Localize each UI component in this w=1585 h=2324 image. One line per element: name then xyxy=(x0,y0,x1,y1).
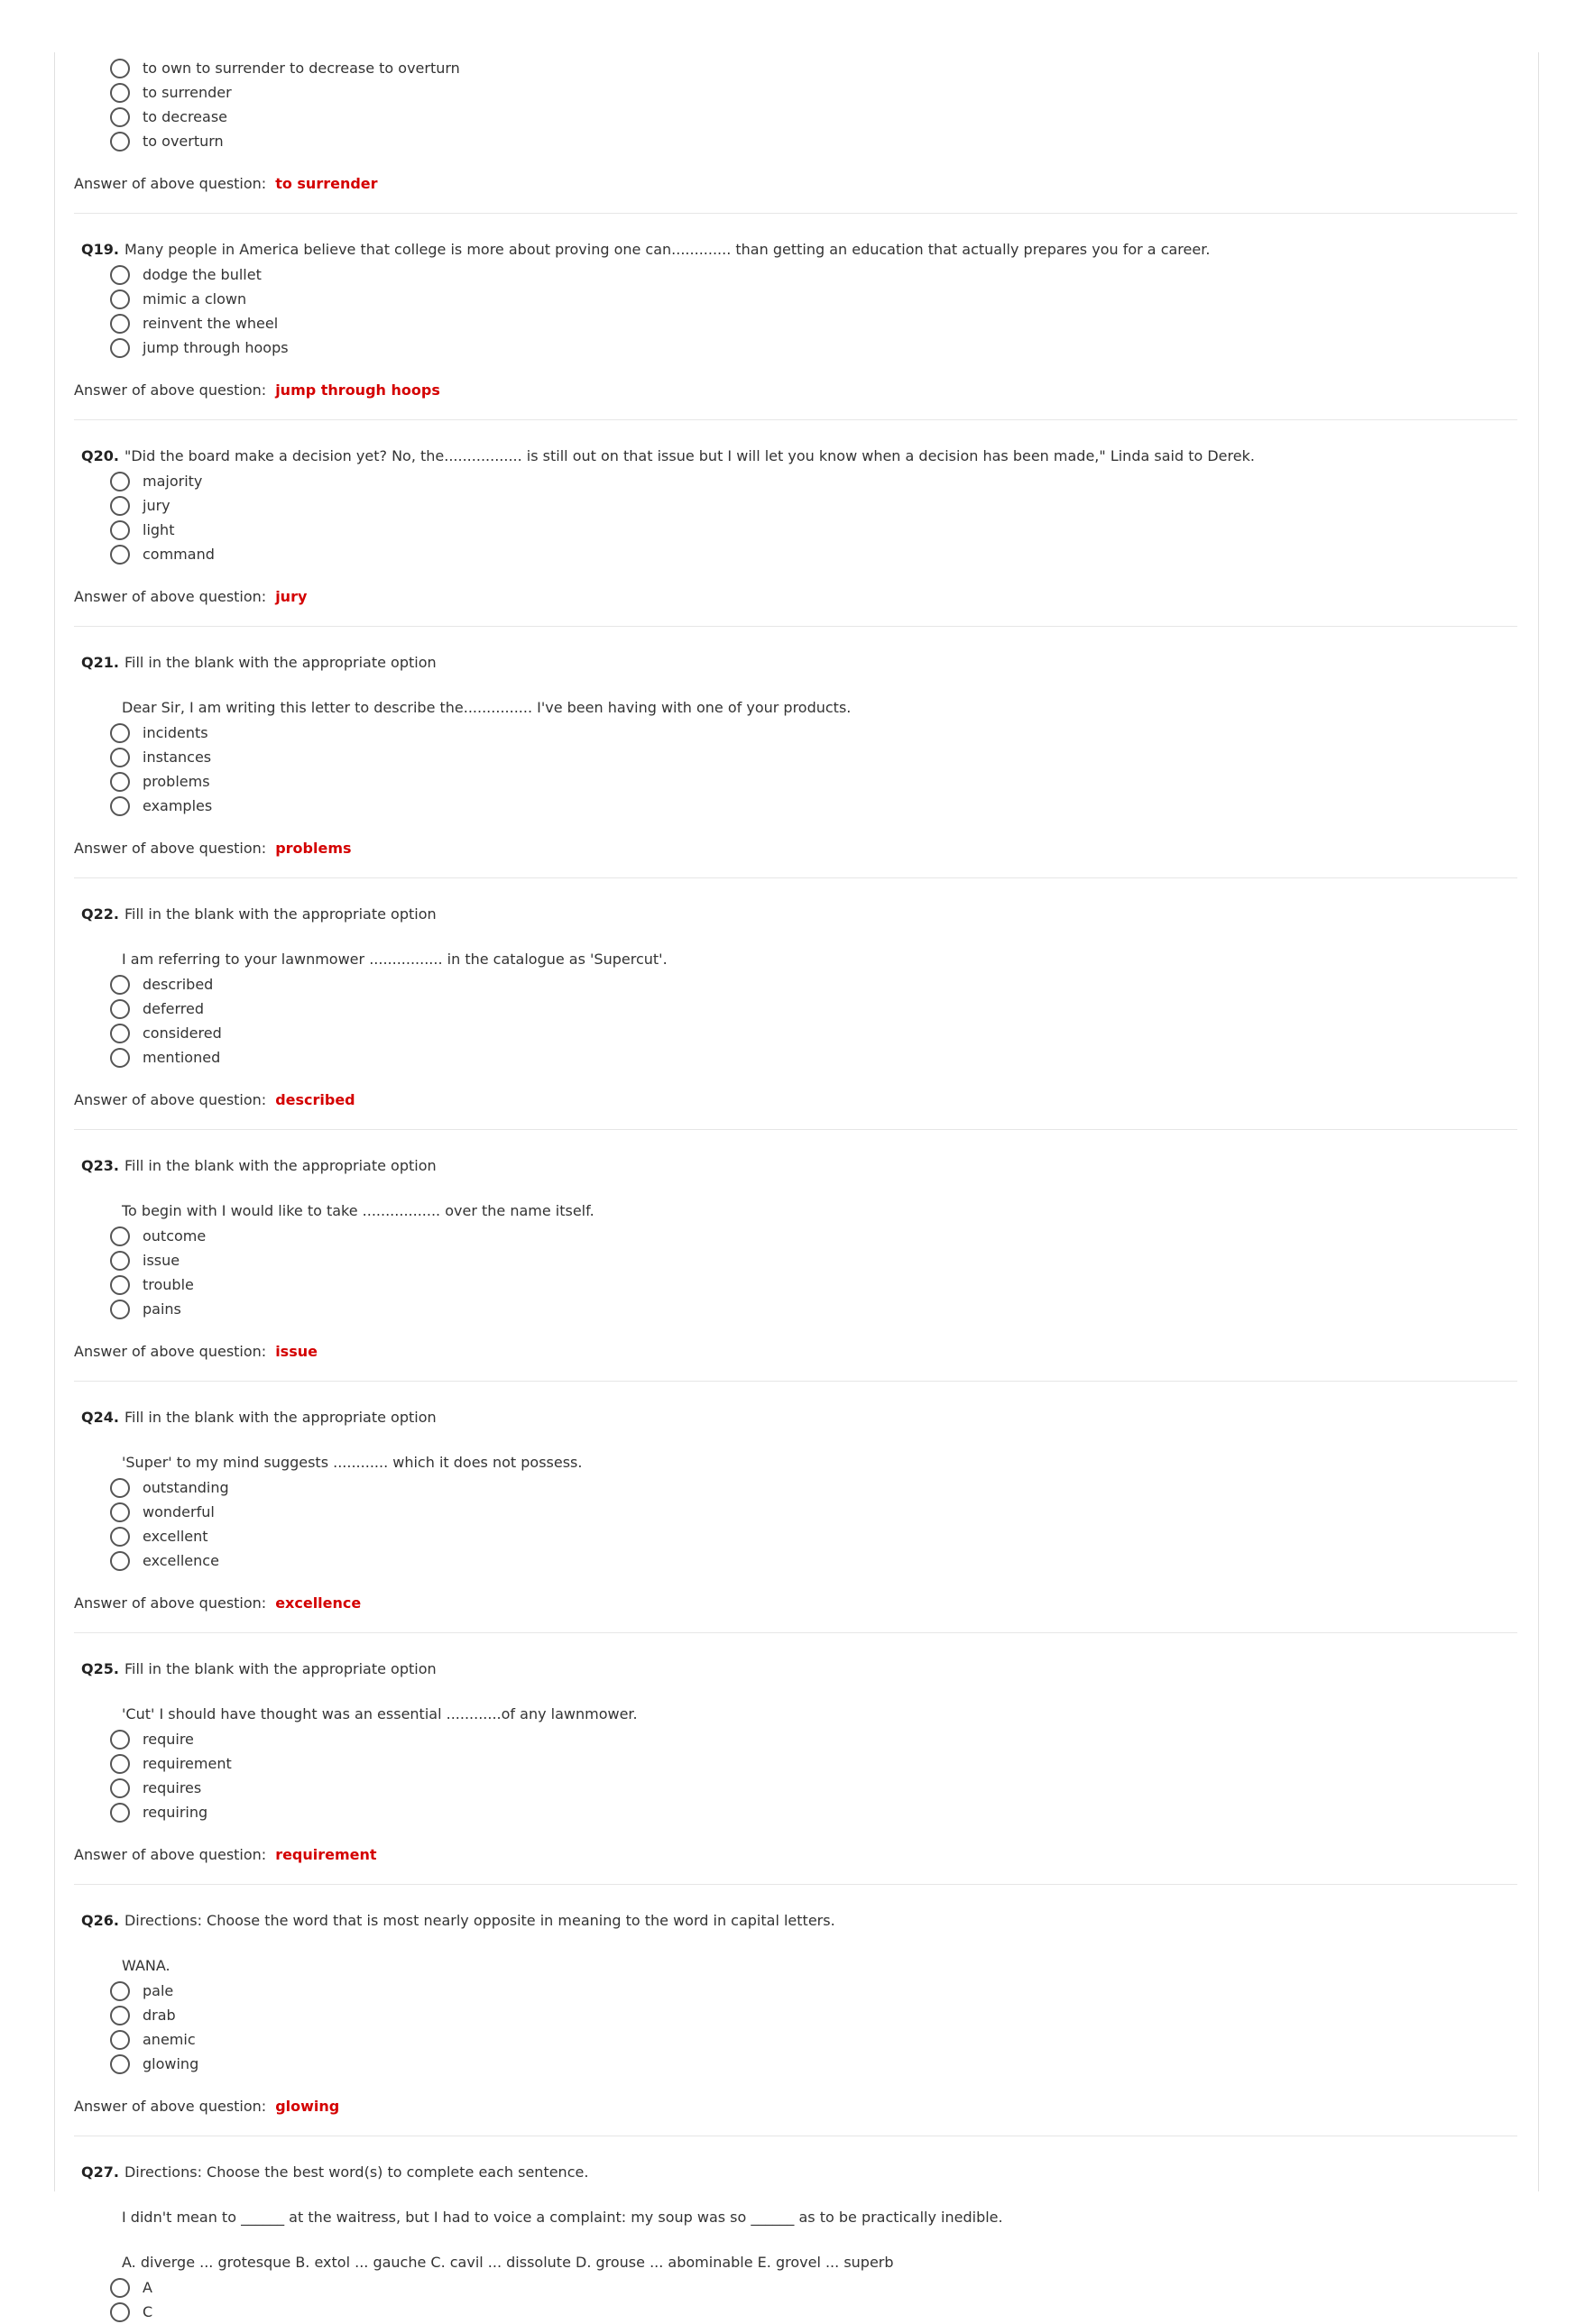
option[interactable] xyxy=(110,2052,1517,2076)
radio-button[interactable] xyxy=(110,1251,130,1271)
option[interactable] xyxy=(110,287,1517,311)
answer-label: Answer of above question: xyxy=(74,1846,267,1863)
option[interactable] xyxy=(110,335,1517,360)
option[interactable] xyxy=(110,794,1517,818)
question-passage: I didn't mean to ______ at the waitress, but I had to voice a complaint: my soup was so ______ as to be practically inedible. xyxy=(122,2209,1003,2226)
answer-line xyxy=(74,2096,1517,2117)
question-header xyxy=(81,652,1517,674)
question-block-q20 xyxy=(74,446,1517,627)
separator xyxy=(74,626,1517,627)
question-number: Q20. xyxy=(81,447,119,464)
answer-value: excellence xyxy=(275,1594,362,1612)
option[interactable] xyxy=(110,262,1517,287)
radio-button[interactable] xyxy=(110,1551,130,1571)
question-header xyxy=(81,1910,1517,1932)
question-passage: WANA. xyxy=(122,1957,170,1974)
option[interactable] xyxy=(110,469,1517,493)
radio-button[interactable] xyxy=(110,999,130,1019)
separator xyxy=(74,213,1517,214)
question-text: Fill in the blank with the appropriate option xyxy=(124,905,437,923)
question-block-q19 xyxy=(74,239,1517,420)
question-block-q21 xyxy=(74,652,1517,878)
radio-button[interactable] xyxy=(110,2030,130,2050)
question-block-q22 xyxy=(74,904,1517,1130)
answer-label: Answer of above question: xyxy=(74,2098,267,2115)
option-label: mentioned xyxy=(143,1049,221,1066)
radio-button[interactable] xyxy=(110,520,130,540)
answer-value: described xyxy=(275,1091,355,1108)
radio-button[interactable] xyxy=(110,1502,130,1522)
radio-button[interactable] xyxy=(110,132,130,152)
option-label: light xyxy=(143,521,175,538)
question-passage: 'Super' to my mind suggests ............ which it does not possess. xyxy=(122,1454,583,1471)
option[interactable] xyxy=(110,1500,1517,1524)
option[interactable] xyxy=(110,2003,1517,2027)
answer-line xyxy=(74,1593,1517,1614)
option[interactable] xyxy=(110,80,1517,105)
option[interactable] xyxy=(110,1548,1517,1573)
question-number: Q25. xyxy=(81,1660,119,1677)
option-label: outstanding xyxy=(143,1479,229,1496)
option-label: incidents xyxy=(143,724,208,741)
question-header xyxy=(81,2162,1517,2183)
option-label: pains xyxy=(143,1300,181,1318)
option-label: requiring xyxy=(143,1804,208,1821)
question-text: Directions: Choose the best word(s) to complete each sentence. xyxy=(124,2163,589,2181)
separator xyxy=(74,877,1517,878)
radio-button[interactable] xyxy=(110,2006,130,2025)
option-label: anemic xyxy=(143,2031,196,2048)
question-header xyxy=(81,446,1517,467)
answer-value: jump through hoops xyxy=(275,381,440,399)
option-label: wonderful xyxy=(143,1503,215,1520)
radio-button[interactable] xyxy=(110,723,130,743)
radio-button[interactable] xyxy=(110,1803,130,1823)
option-label: to own to surrender to decrease to overturn xyxy=(143,60,460,77)
question-number: Q23. xyxy=(81,1157,119,1174)
option[interactable] xyxy=(110,1297,1517,1321)
radio-button[interactable] xyxy=(110,1024,130,1043)
question-block-q24 xyxy=(74,1407,1517,1633)
question-number: Q22. xyxy=(81,905,119,923)
option-label: excellence xyxy=(143,1552,219,1569)
question-text: Fill in the blank with the appropriate option xyxy=(124,1157,437,1174)
option-label: mimic a clown xyxy=(143,290,247,308)
radio-button[interactable] xyxy=(110,2302,130,2322)
question-block-q25 xyxy=(74,1658,1517,1885)
question-text: Many people in America believe that college is more about proving one can............. than getting an education that actually prepares you for a career. xyxy=(124,241,1211,258)
option-label: C xyxy=(143,2303,153,2320)
radio-button[interactable] xyxy=(110,289,130,309)
answer-line xyxy=(74,1089,1517,1111)
option-label: instances xyxy=(143,749,212,766)
option[interactable] xyxy=(110,972,1517,997)
option[interactable] xyxy=(110,2300,1517,2324)
option-label: excellent xyxy=(143,1528,208,1545)
separator xyxy=(74,1884,1517,1885)
option[interactable] xyxy=(110,1776,1517,1800)
option-label: A xyxy=(143,2279,152,2296)
question-choices-text: A. diverge ... grotesque B. extol ... gauche C. cavil ... dissolute D. grouse ... abominable E. grovel ... superb xyxy=(122,2254,894,2271)
answer-value: problems xyxy=(275,840,352,857)
question-header xyxy=(81,904,1517,925)
option-label: requirement xyxy=(143,1755,232,1772)
option[interactable] xyxy=(110,2275,1517,2300)
question-text: Fill in the blank with the appropriate option xyxy=(124,654,437,671)
option[interactable] xyxy=(110,518,1517,542)
answer-value: to surrender xyxy=(275,175,378,192)
answer-label: Answer of above question: xyxy=(74,840,267,857)
answer-label: Answer of above question: xyxy=(74,1091,267,1108)
option[interactable] xyxy=(110,1045,1517,1070)
option[interactable] xyxy=(110,129,1517,153)
radio-button[interactable] xyxy=(110,545,130,565)
question-block-q27 xyxy=(74,2162,1517,2324)
answer-label: Answer of above question: xyxy=(74,1343,267,1360)
separator xyxy=(74,1381,1517,1382)
option-label: examples xyxy=(143,797,213,814)
answer-line xyxy=(74,173,1517,195)
question-header xyxy=(81,239,1517,261)
radio-button[interactable] xyxy=(110,314,130,334)
option[interactable] xyxy=(110,997,1517,1021)
option-label: described xyxy=(143,976,214,993)
radio-button[interactable] xyxy=(110,1778,130,1798)
radio-button[interactable] xyxy=(110,1981,130,2001)
question-text: Fill in the blank with the appropriate option xyxy=(124,1660,437,1677)
answer-line xyxy=(74,380,1517,401)
option-label: dodge the bullet xyxy=(143,266,262,283)
option-label: drab xyxy=(143,2007,176,2024)
answer-line xyxy=(74,1844,1517,1866)
answer-value: requirement xyxy=(275,1846,377,1863)
question-text: Directions: Choose the word that is most nearly opposite in meaning to the word in capital letters. xyxy=(124,1912,835,1929)
answer-label: Answer of above question: xyxy=(74,1594,267,1612)
answer-label: Answer of above question: xyxy=(74,175,267,192)
option-label: majority xyxy=(143,473,203,490)
question-number: Q21. xyxy=(81,654,119,671)
answer-label: Answer of above question: xyxy=(74,588,267,605)
option[interactable] xyxy=(110,1751,1517,1776)
option[interactable] xyxy=(110,1979,1517,2003)
question-number: Q24. xyxy=(81,1409,119,1426)
quiz-content xyxy=(74,56,1517,2324)
answer-line xyxy=(74,1341,1517,1363)
radio-button[interactable] xyxy=(110,59,130,78)
option-label: to decrease xyxy=(143,108,227,125)
option-label: jump through hoops xyxy=(143,339,289,356)
question-text: Fill in the blank with the appropriate option xyxy=(124,1409,437,1426)
radio-button[interactable] xyxy=(110,2278,130,2298)
option[interactable] xyxy=(110,1475,1517,1500)
option-label: issue xyxy=(143,1252,180,1269)
option-label: to surrender xyxy=(143,84,232,101)
radio-button[interactable] xyxy=(110,1226,130,1246)
radio-button[interactable] xyxy=(110,472,130,491)
question-passage: I am referring to your lawnmower ................ in the catalogue as 'Supercut'. xyxy=(122,951,668,968)
option-label: considered xyxy=(143,1024,222,1042)
option[interactable] xyxy=(110,1800,1517,1824)
question-passage: Dear Sir, I am writing this letter to describe the............... I've been having with one of your products. xyxy=(122,699,852,716)
radio-button[interactable] xyxy=(110,1527,130,1547)
question-header xyxy=(81,1155,1517,1177)
radio-button[interactable] xyxy=(110,748,130,767)
radio-button[interactable] xyxy=(110,338,130,358)
option-label: deferred xyxy=(143,1000,204,1017)
option-label: pale xyxy=(143,1982,174,1999)
option-label: outcome xyxy=(143,1227,207,1245)
question-block-q23 xyxy=(74,1155,1517,1382)
option[interactable] xyxy=(110,542,1517,566)
answer-value: jury xyxy=(275,588,308,605)
radio-button[interactable] xyxy=(110,1478,130,1498)
radio-button[interactable] xyxy=(110,496,130,516)
radio-button[interactable] xyxy=(110,107,130,127)
separator xyxy=(74,419,1517,420)
question-passage: To begin with I would like to take ................. over the name itself. xyxy=(122,1202,594,1219)
answer-line xyxy=(74,838,1517,859)
question-text: "Did the board make a decision yet? No, the................. is still out on that issue but I will let you know when a decision has been made," Linda said to Derek. xyxy=(124,447,1255,464)
answer-line xyxy=(74,586,1517,608)
option[interactable] xyxy=(110,2027,1517,2052)
radio-button[interactable] xyxy=(110,796,130,816)
radio-button[interactable] xyxy=(110,1275,130,1295)
option-label: require xyxy=(143,1731,194,1748)
separator xyxy=(74,1632,1517,1633)
question-number: Q19. xyxy=(81,241,119,258)
radio-button[interactable] xyxy=(110,1300,130,1319)
radio-button[interactable] xyxy=(110,2054,130,2074)
option[interactable] xyxy=(110,311,1517,335)
question-block-q26 xyxy=(74,1910,1517,2136)
option[interactable] xyxy=(110,105,1517,129)
question-number: Q27. xyxy=(81,2163,119,2181)
option[interactable] xyxy=(110,1021,1517,1045)
radio-button[interactable] xyxy=(110,1730,130,1750)
radio-button[interactable] xyxy=(110,1048,130,1068)
option-label: glowing xyxy=(143,2055,199,2072)
answer-label: Answer of above question: xyxy=(74,381,267,399)
option-label: reinvent the wheel xyxy=(143,315,279,332)
answer-value: glowing xyxy=(275,2098,340,2115)
radio-button[interactable] xyxy=(110,1754,130,1774)
question-passage: 'Cut' I should have thought was an essential ............of any lawnmower. xyxy=(122,1705,638,1722)
radio-button[interactable] xyxy=(110,83,130,103)
option[interactable] xyxy=(110,1272,1517,1297)
option[interactable] xyxy=(110,56,1517,80)
option[interactable] xyxy=(110,769,1517,794)
option[interactable] xyxy=(110,1224,1517,1248)
option[interactable] xyxy=(110,1524,1517,1548)
option-label: command xyxy=(143,546,215,563)
option-label: to overturn xyxy=(143,133,224,150)
option-label: trouble xyxy=(143,1276,194,1293)
option[interactable] xyxy=(110,493,1517,518)
question-header xyxy=(81,1407,1517,1428)
answer-value: issue xyxy=(275,1343,318,1360)
option-label: jury xyxy=(143,497,170,514)
option[interactable] xyxy=(110,1727,1517,1751)
option[interactable] xyxy=(110,721,1517,745)
question-header xyxy=(81,1658,1517,1680)
question-number: Q26. xyxy=(81,1912,119,1929)
option[interactable] xyxy=(110,1248,1517,1272)
radio-button[interactable] xyxy=(110,265,130,285)
option-label: problems xyxy=(143,773,210,790)
radio-button[interactable] xyxy=(110,975,130,995)
separator xyxy=(74,1129,1517,1130)
question-block-continued xyxy=(74,56,1517,214)
option[interactable] xyxy=(110,745,1517,769)
option-label: requires xyxy=(143,1779,202,1796)
radio-button[interactable] xyxy=(110,772,130,792)
